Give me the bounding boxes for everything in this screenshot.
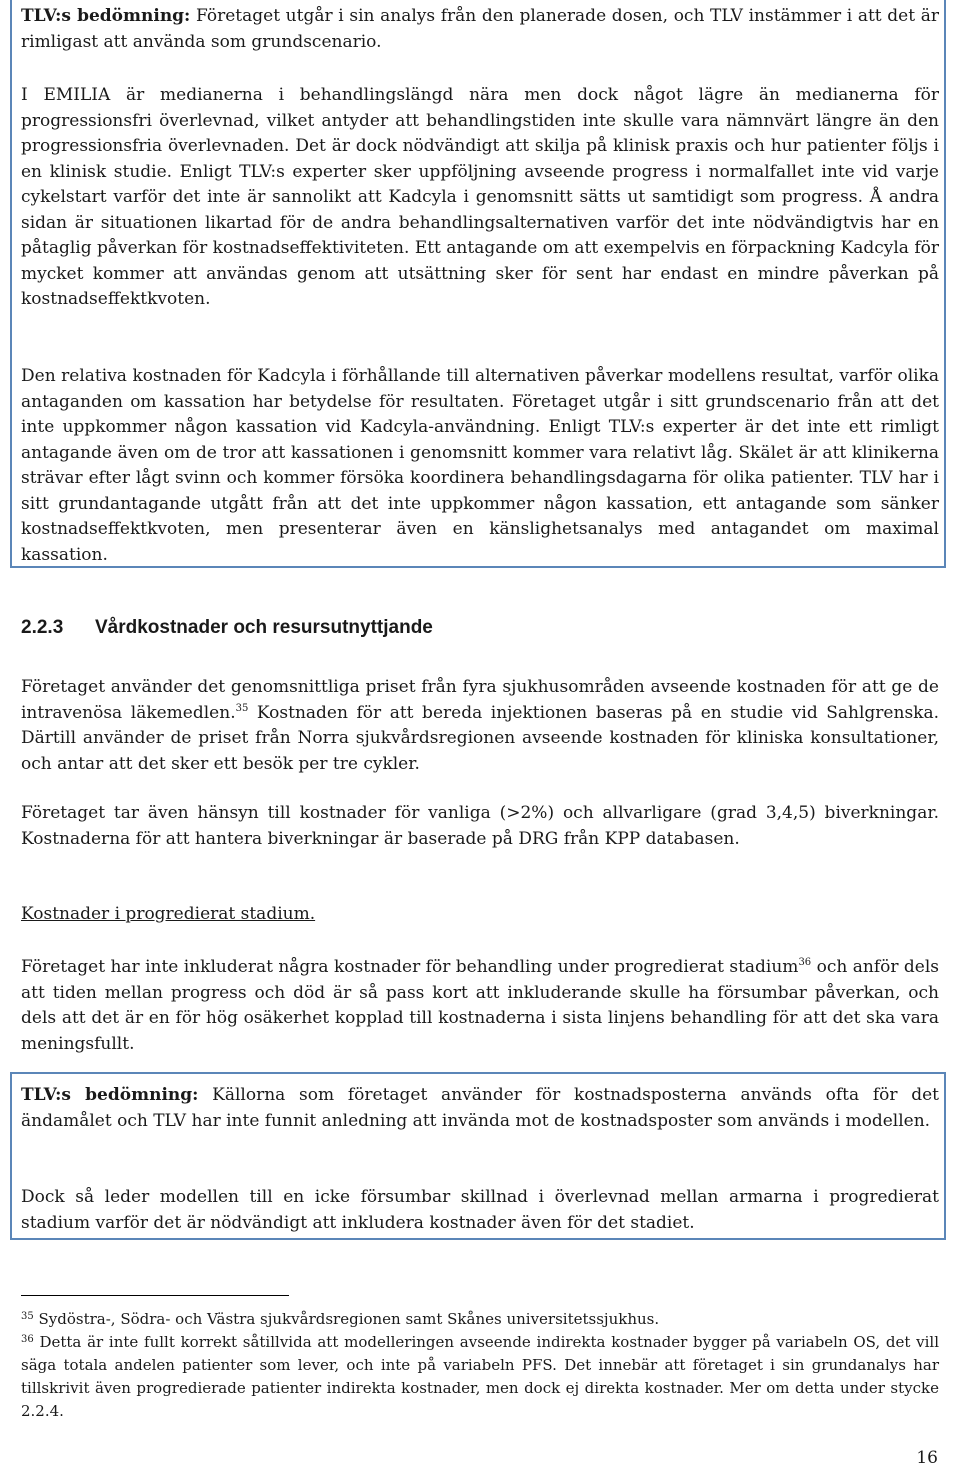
tlv-assessment-label: TLV:s bedömning: [21,6,191,26]
costs-paragraph-2: Företaget tar även hänsyn till kostnader för vanliga (>2%) och allvarligare (grad 3,4,5) biverkningar. Kostnaderna för att hantera biverkningar är baserade på DRG från KPP databasen. [21,803,939,849]
footnote-35: $^{35}$ Sydöstra-, Södra- och Västra sjukvårdsregionen samt Skånes universitetssjukhus. [21,1310,660,1328]
tlv-assessment-label-2: TLV:s bedömning: [21,1085,199,1105]
footnote-ref-35[interactable]: 35 [235,702,249,714]
section-heading [21,617,433,639]
footnote-36: $^{36}$ Detta är inte fullt korrekt såtillvida att modelleringen avseende indirekta kostnader bygger på variabeln OS, det vill säga totala andelen patienter som lever, och inte på variabeln PFS. Det innebär att företaget i sin grundanalys har tillskrivit även progredierade patienter indirekta kostnader, men dock ej direkta kostnader. Mer om detta under stycke 2.2.4. [21,1333,939,1420]
survival-difference-paragraph: Dock så leder modellen till en icke försumbar skillnad i överlevnad mellan armarna i progredierat stadium varför det är nödvändigt att inkludera kostnader även för det stadiet. [21,1187,939,1233]
page-number: 16 [916,1448,938,1468]
section-title: Vårdkostnader och resursutnyttjande [95,617,433,638]
treatment-length-paragraph: I EMILIA är medianerna i behandlingslängd nära men dock något lägre än medianerna för progressionsfri överlevnad, vilket antyder att behandlingstiden inte skulle vara nämnvärt längre än den progressionsfria överlevnaden. Det är dock nödvändigt att skilja på klinisk praxis och hur patienter följs i en klinisk studie. Enligt TLV:s experter sker uppföljning avseende progress i normalfallet inte vid varje cykelstart varför det inte är sannolikt att Kadcyla i genomsnitt sätts ut samtidigt som progress. Å andra sidan är situationen likartad för de andra behandlingsalternativen varför det inte nödvändigtvis har en påtaglig påverkan för kostnadseffektiviteten. Ett antagande om att exempelvis en förpackning Kadcyla för mycket kommer att användas genom att utsättning sker för sent har endast en mindre påverkan på kostnadseffektkvoten. [21,85,939,309]
footnote-separator [21,1295,289,1296]
costs-paragraph-3: Företaget har inte inkluderat några kostnader för behandling under progredierat stadium$^{36}$ och anför dels att tiden mellan progress och död är så pass kort att inkluderande skulle ha försumbar påverkan, och dels att det är en för hög osäkerhet kopplad till kostnaderna i sista linjens behandling för att det ska vara meningsfullt. [21,957,940,1054]
costs-paragraph-1: Företaget använder det genomsnittliga priset från fyra sjukhusområden avseende kostnaden för att ge de intravenösa läkemedlen.$^{35}$ Kostnaden för att bereda injektionen baseras på en studie vid Sahlgrenska. Därtill använder de priset från Norra sjukvårdsregionen avseende kostnaden för kliniska konsultationer, och antar att det sker ett besök per tre cykler. [21,677,940,774]
section-number: 2.2.3 [21,617,64,638]
tlv-assessment-paragraph-2: TLV:s bedömning: Källorna som företaget använder för kostnadsposterna används ofta för det ändamålet och TLV har inte funnit anledning att invända mot de kostnadsposter som används i modellen. [21,1085,939,1131]
tlv-assessment-paragraph: TLV:s bedömning: Företaget utgår i sin analys från den planerade dosen, och TLV instämmer i att det är rimligast att använda som grundscenario. [21,6,939,52]
progressed-stage-subheading: Kostnader i progredierat stadium. [21,904,316,924]
cost-relative-paragraph: Den relativa kostnaden för Kadcyla i förhållande till alternativen påverkar modellens resultat, varför olika antaganden om kassation har betydelse för resultaten. Företaget utgår i sitt grundscenario från att det inte uppkommer någon kassation vid Kadcyla-användning. Enligt TLV:s experter är det inte ett rimligt antagande även om de tror att kassationen i genomsnitt kommer vara relativt låg. Skälet är att klinikerna strävar efter lågt svinn och kommer försöka koordinera behandlingsdagarna för olika patienter. TLV har i sitt grundantagande utgått från att det inte uppkommer någon kassation, ett antagande som sänker kostnadseffektkvoten, men presenterar även en känslighetsanalys med antagandet om maximal kassation. [21,366,939,565]
footnote-ref-36[interactable]: 36 [798,957,812,968]
